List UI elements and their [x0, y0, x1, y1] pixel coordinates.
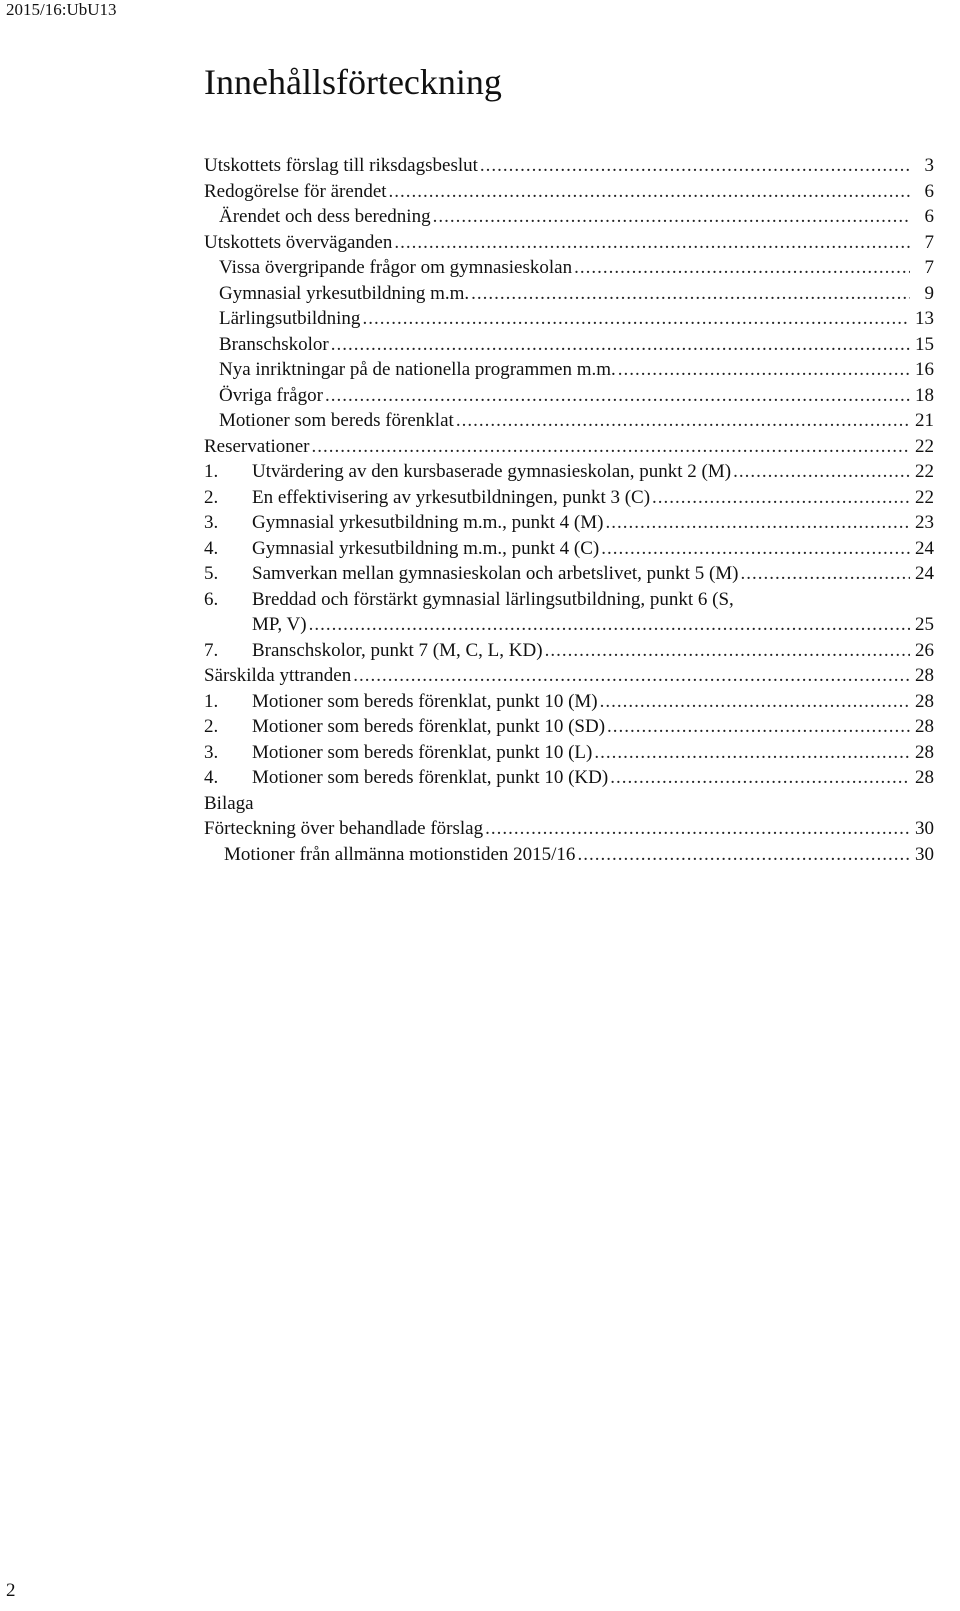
toc-entry-arendet[interactable]	[204, 204, 934, 230]
toc-entry-label: Gymnasial yrkesutbildning m.m., punkt 4 (M)	[252, 512, 604, 533]
toc-entry-label: Gymnasial yrkesutbildning m.m., punkt 4 (C)	[252, 537, 600, 559]
toc-entry-ovriga-fragor[interactable]	[204, 383, 934, 409]
dot-leader	[601, 536, 910, 562]
toc-page-number: 28	[915, 690, 934, 712]
toc-page-number: 28	[915, 716, 934, 737]
toc-page-number: 30	[915, 843, 934, 865]
toc-entry-label: Redogörelse för ärendet	[204, 180, 387, 202]
toc-entry-number: 6.	[204, 588, 219, 610]
dot-leader	[607, 714, 910, 740]
toc-entry-number: 4.	[204, 767, 219, 788]
toc-entry-label: Motioner som bereds förenklat, punkt 10 (SD)	[252, 716, 606, 737]
toc-page-number: 22	[915, 486, 934, 508]
toc-entry-label-line2: MP, V)	[252, 614, 307, 635]
toc-page-number: 6	[924, 180, 934, 202]
toc-entry-yttrande-3[interactable]	[204, 740, 934, 766]
dot-leader	[325, 383, 910, 409]
dot-leader	[652, 485, 910, 511]
dot-leader	[331, 332, 910, 358]
toc-page-number: 15	[915, 333, 934, 355]
dot-leader	[389, 179, 910, 205]
toc-page-number: 28	[915, 741, 934, 763]
dot-leader	[394, 230, 910, 256]
toc-entry-motioner-allmanna[interactable]	[204, 842, 934, 868]
toc-entry-redogorelse[interactable]	[204, 179, 934, 205]
dot-leader	[456, 408, 910, 434]
toc-page-number: 24	[915, 537, 934, 559]
toc-entry-label: Samverkan mellan gymnasieskolan och arbetslivet, punkt 5 (M)	[252, 563, 739, 584]
toc-entry-branschskolor[interactable]	[204, 332, 934, 358]
toc-entry-number: 4.	[204, 537, 219, 559]
dot-leader	[309, 612, 910, 638]
toc-entry-number: 2.	[204, 716, 219, 737]
toc-page-number: 28	[915, 665, 934, 686]
toc-entry-reservationer[interactable]	[204, 434, 934, 460]
toc-entry-number: 3.	[204, 512, 219, 533]
toc-entry-reservation-5[interactable]	[204, 561, 934, 587]
toc-entry-reservation-1[interactable]	[204, 459, 934, 485]
dot-leader	[618, 357, 910, 383]
toc-page-number: 24	[915, 563, 934, 584]
toc-entry-yrkesutbildning[interactable]	[204, 281, 934, 307]
toc-entry-label: Utskottets förslag till riksdagsbeslut	[204, 155, 478, 176]
toc-entry-forteckning[interactable]	[204, 816, 934, 842]
toc-page-number: 9	[924, 282, 934, 304]
toc-page-number: 3	[924, 155, 934, 176]
dot-leader	[605, 510, 910, 536]
toc-entry-label: Förteckning över behandlade förslag	[204, 818, 484, 839]
toc-page-number: 25	[915, 614, 934, 635]
dot-leader	[480, 153, 910, 179]
toc-entry-label: Särskilda yttranden	[204, 665, 352, 686]
toc-page-number: 30	[915, 818, 934, 839]
toc-entry-number: 1.	[204, 461, 219, 482]
toc-entry-label: Utvärdering av den kursbaserade gymnasieskolan, punkt 2 (M)	[252, 461, 732, 482]
dot-leader	[353, 663, 910, 689]
toc-entry-yttrande-4[interactable]	[204, 765, 934, 791]
toc-entry-yttrande-2[interactable]	[204, 714, 934, 740]
toc-page-number: 22	[915, 435, 934, 457]
toc-entry-reservation-6[interactable]	[204, 587, 934, 638]
toc-entry-sarskilda-yttranden[interactable]	[204, 663, 934, 689]
toc-page-number: 13	[915, 308, 934, 329]
page-title: Innehållsförteckning	[204, 62, 502, 102]
toc-entry-label: Branschskolor, punkt 7 (M, C, L, KD)	[252, 639, 543, 661]
page-number: 2	[6, 1580, 16, 1601]
toc-entry-reservation-4[interactable]	[204, 536, 934, 562]
toc-page-number: 22	[915, 461, 934, 482]
toc-page-number: 7	[924, 231, 934, 253]
toc-entry-label: Reservationer	[204, 435, 310, 457]
toc-entry-label: Ärendet och dess beredning	[219, 206, 431, 227]
dot-leader	[733, 459, 910, 485]
toc-entry-number: 5.	[204, 563, 219, 584]
dot-leader	[610, 765, 910, 791]
toc-entry-label: Gymnasial yrkesutbildning m.m.	[219, 282, 470, 304]
toc-page-number: 7	[924, 257, 934, 278]
toc-entry-reservation-3[interactable]	[204, 510, 934, 536]
toc-entry-label: Motioner som bereds förenklat, punkt 10 (M)	[252, 690, 598, 712]
toc-entry-overgripande[interactable]	[204, 255, 934, 281]
dot-leader	[312, 434, 910, 460]
dot-leader	[594, 740, 910, 766]
dot-leader	[574, 255, 910, 281]
dot-leader	[485, 816, 910, 842]
toc-entry-reservation-7[interactable]	[204, 638, 934, 664]
toc-entry-reservation-2[interactable]	[204, 485, 934, 511]
toc-entry-larlingsutbildning[interactable]	[204, 306, 934, 332]
toc-entry-number: 2.	[204, 486, 219, 508]
toc-page-number: 21	[915, 410, 934, 431]
toc-page-number: 26	[915, 639, 934, 661]
toc-page-number: 16	[915, 359, 934, 380]
toc-entry-label: Utskottets överväganden	[204, 231, 393, 253]
toc-entry-motioner-forenklat[interactable]	[204, 408, 934, 434]
toc-entry-label: Branschskolor	[219, 333, 329, 355]
toc-entry-label: Motioner som bereds förenklat, punkt 10 (L)	[252, 741, 593, 763]
document-id: 2015/16:UbU13	[6, 0, 117, 19]
dot-leader	[577, 842, 910, 868]
toc-entry-number: 1.	[204, 690, 219, 712]
toc-entry-bilaga	[204, 791, 934, 817]
toc-entry-yttrande-1[interactable]	[204, 689, 934, 715]
toc-entry-number: 3.	[204, 741, 219, 763]
toc-page-number: 23	[915, 512, 934, 533]
toc-entry-forslag[interactable]	[204, 153, 934, 179]
toc-entry-label: Övriga frågor	[219, 384, 323, 406]
dot-leader	[545, 638, 910, 664]
toc-entry-label: Motioner som bereds förenklat, punkt 10 (KD)	[252, 767, 609, 788]
toc-entry-label: Nya inriktningar på de nationella programmen m.m.	[219, 359, 616, 380]
table-of-contents	[204, 153, 934, 867]
dot-leader	[471, 281, 910, 307]
dot-leader	[362, 306, 910, 332]
toc-entry-label: Vissa övergripande frågor om gymnasieskolan	[219, 257, 573, 278]
toc-entry-label: Bilaga	[204, 792, 254, 814]
toc-page-number: 18	[915, 384, 934, 406]
toc-entry-overvaganden[interactable]	[204, 230, 934, 256]
toc-entry-label-line1: Breddad och förstärkt gymnasial lärlingsutbildning, punkt 6 (S,	[252, 588, 734, 610]
toc-entry-inriktningar[interactable]	[204, 357, 934, 383]
toc-entry-label: Motioner från allmänna motionstiden 2015/16	[224, 843, 576, 865]
dot-leader	[433, 204, 910, 230]
toc-entry-label: Lärlingsutbildning	[219, 308, 361, 329]
toc-page-number: 6	[924, 206, 934, 227]
dot-leader	[741, 561, 911, 587]
dot-leader	[600, 689, 910, 715]
toc-entry-number: 7.	[204, 639, 219, 661]
toc-entry-label: En effektivisering av yrkesutbildningen, punkt 3 (C)	[252, 486, 651, 508]
toc-entry-label: Motioner som bereds förenklat	[219, 410, 454, 431]
toc-page-number: 28	[915, 767, 934, 788]
